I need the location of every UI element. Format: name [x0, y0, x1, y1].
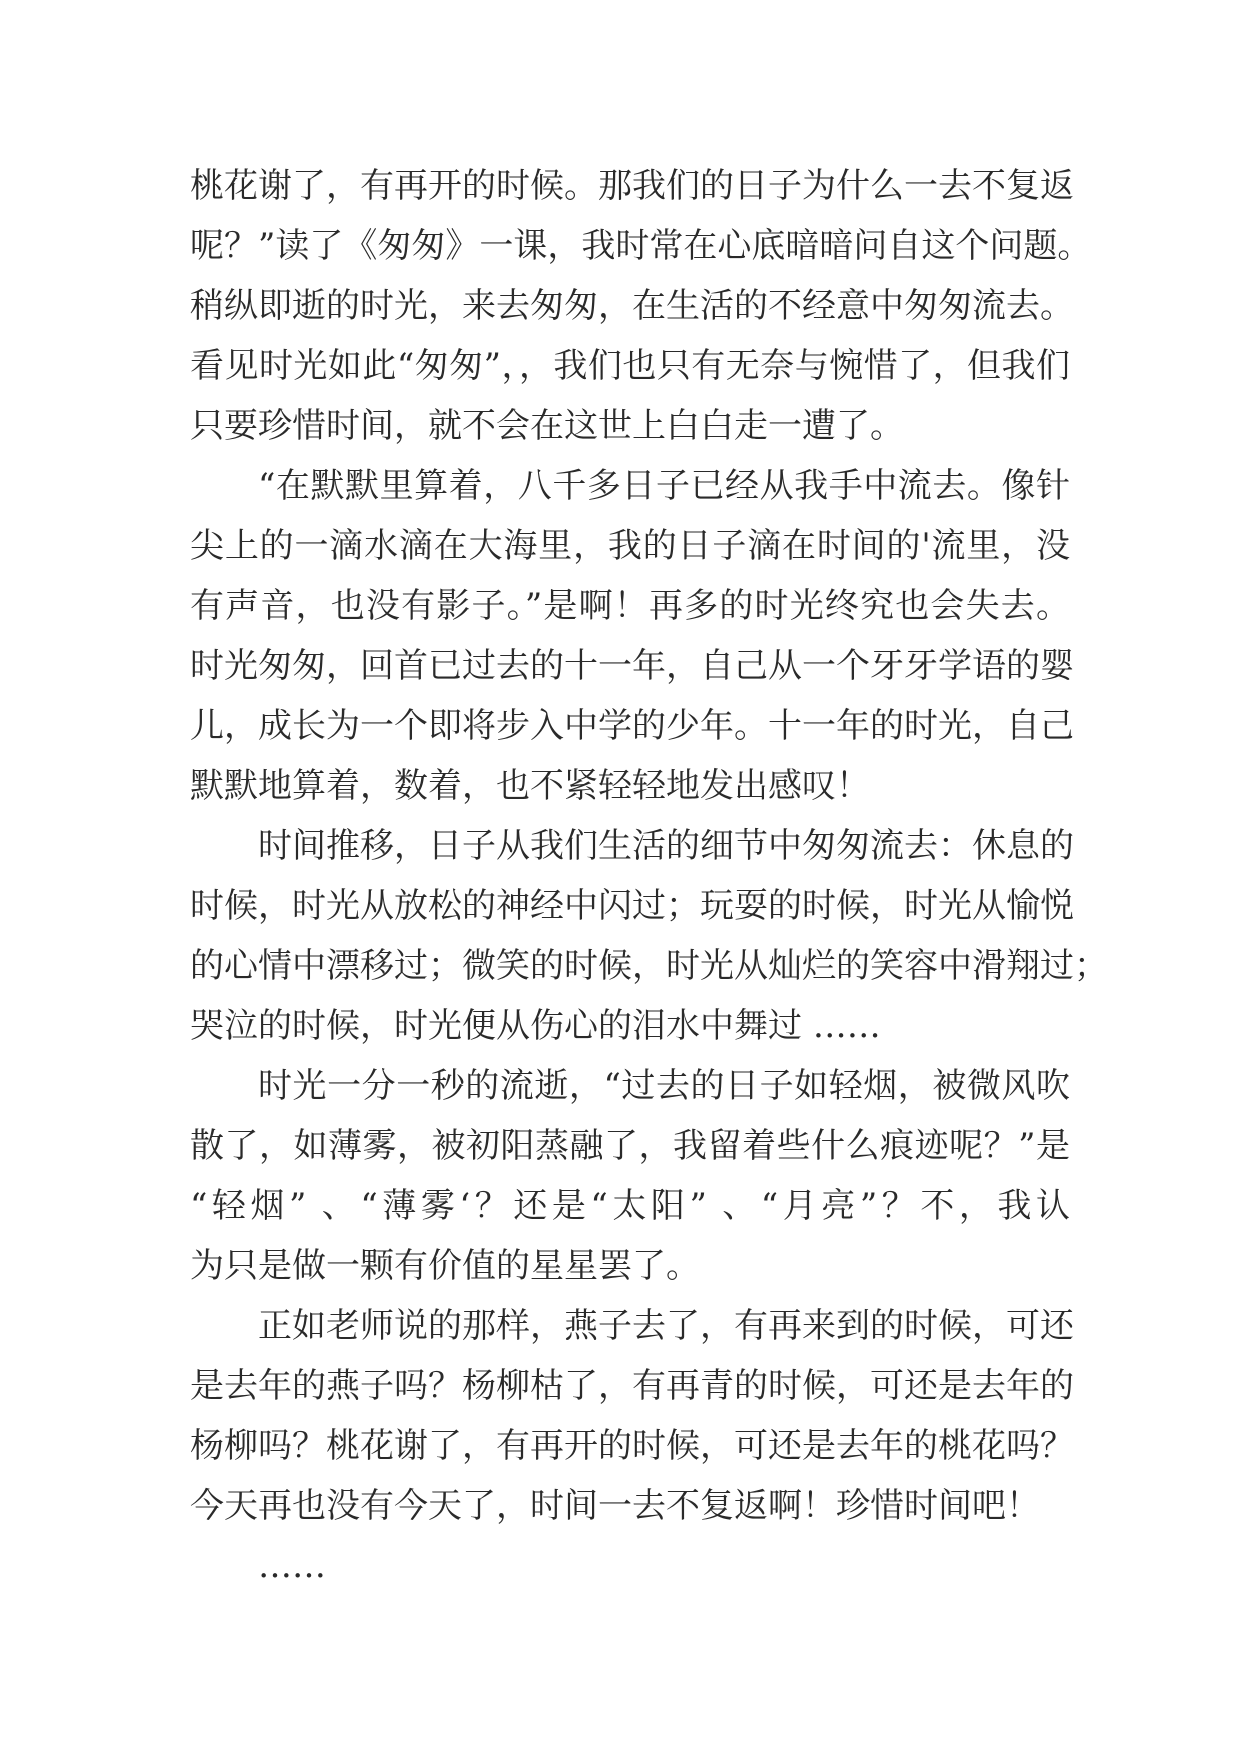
text-line: 的心情中漂移过；微笑的时候，时光从灿烂的笑容中滑翔过； [190, 946, 1108, 986]
paragraph-start-line: 时间推移，日子从我们生活的细节中匆匆流去：休息的 [258, 826, 1074, 866]
paragraph-start-line: “在默默里算着，八千多日子已经从我手中流去。像针 [258, 466, 1070, 506]
text-line: 尖上的一滴水滴在大海里，我的日子滴在时间的'流里，没 [190, 526, 1070, 566]
text-line: 时候，时光从放松的神经中闪过；玩耍的时候，时光从愉悦 [190, 886, 1074, 926]
text-line: “轻烟” 、“薄雾‘？还是“太阳” 、“月亮”？不，我认 [190, 1186, 1070, 1226]
essay-body [190, 156, 1108, 1596]
text-line: 时光匆匆，回首已过去的十一年，自己从一个牙牙学语的婴 [190, 646, 1074, 686]
text-line: 呢？”读了《匆匆》一课，我时常在心底暗暗问自这个问题。 [190, 226, 1092, 266]
text-line: 有声音，也没有影子。”是啊！再多的时光终究也会失去。 [190, 586, 1070, 626]
text-line: 散了，如薄雾，被初阳蒸融了，我留着些什么痕迹呢？”是 [190, 1126, 1070, 1166]
text-line: 只要珍惜时间，就不会在这世上白白走一遭了。 [190, 406, 904, 446]
text-line: 默默地算着，数着，也不紧轻轻地发出感叹！ [190, 766, 870, 806]
text-line: 为只是做一颗有价值的星星罢了。 [190, 1246, 700, 1286]
text-line: 桃花谢了，有再开的时候。那我们的日子为什么一去不复返 [190, 166, 1074, 206]
paragraph-start-line: 时光一分一秒的流逝，“过去的日子如轻烟，被微风吹 [258, 1066, 1070, 1106]
text-line: 稍纵即逝的时光，来去匆匆，在生活的不经意中匆匆流去。 [190, 286, 1074, 326]
text-line: 今天再也没有今天了，时间一去不复返啊！珍惜时间吧！ [190, 1486, 1040, 1526]
paragraph-start-line: 正如老师说的那样，燕子去了，有再来到的时候，可还 [258, 1306, 1074, 1346]
ellipsis-line: …… [258, 1546, 326, 1586]
text-line: 哭泣的时候，时光便从伤心的泪水中舞过 …… [190, 1006, 881, 1046]
text-line: 看见时光如此“匆匆”，，我们也只有无奈与惋惜了，但我们 [190, 346, 1070, 386]
text-line: 杨柳吗？桃花谢了，有再开的时候，可还是去年的桃花吗？ [190, 1426, 1074, 1466]
text-line: 儿，成长为一个即将步入中学的少年。十一年的时光，自己 [190, 706, 1074, 746]
text-line: 是去年的燕子吗？杨柳枯了，有再青的时候，可还是去年的 [190, 1366, 1074, 1406]
